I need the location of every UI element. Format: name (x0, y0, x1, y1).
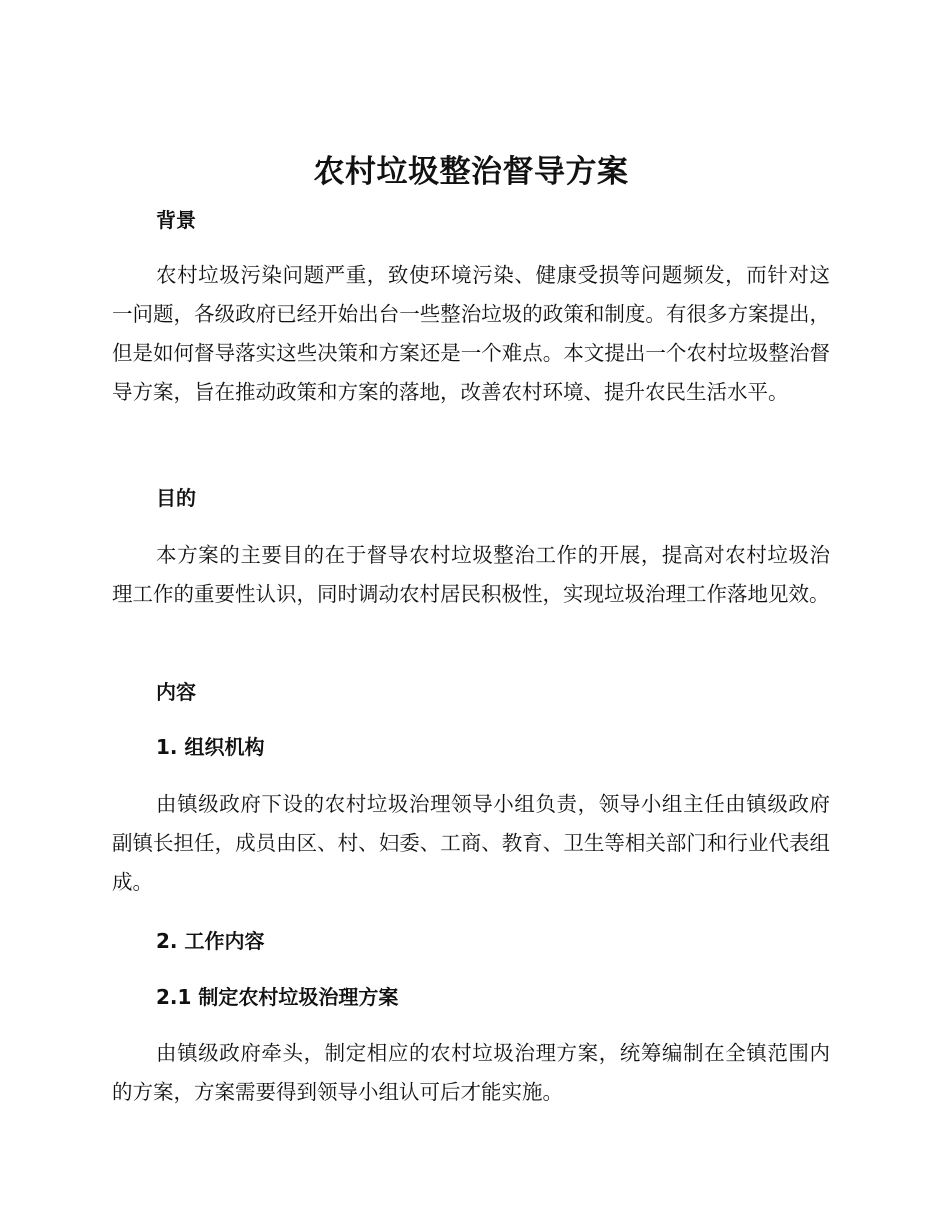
section-heading-plan: 2.1 制定农村垃圾治理方案 (156, 985, 399, 1009)
section-heading-purpose: 目的 (156, 486, 196, 510)
paragraph-purpose: 本方案的主要目的在于督导农村垃圾整治工作的开展，提高对农村垃圾治理工作的重要性认识，同时调动农村居民积极性，实现垃圾治理工作落地见效。 (112, 543, 830, 606)
paragraph-plan: 由镇级政府牵头，制定相应的农村垃圾治理方案，统筹编制在全镇范围内的方案，方案需要得到领导小组认可后才能实施。 (112, 1041, 830, 1104)
paragraph-organization: 由镇级政府下设的农村垃圾治理领导小组负责，领导小组主任由镇级政府副镇长担任，成员由区、村、妇委、工商、教育、卫生等相关部门和行业代表组成。 (112, 792, 830, 894)
section-heading-work-content: 2. 工作内容 (156, 929, 265, 953)
paragraph-background: 农村垃圾污染问题严重，致使环境污染、健康受损等问题频发，而针对这一问题，各级政府已经开始出台一些整治垃圾的政策和制度。有很多方案提出，但是如何督导落实这些决策和方案还是一个难点。本文提出一个农村垃圾整治督导方案，旨在推动政策和方案的落地，改善农村环境、提升农民生活水平。 (112, 263, 830, 404)
document-title: 农村垃圾整治督导方案 (313, 154, 629, 190)
section-heading-organization: 1. 组织机构 (156, 735, 265, 759)
section-heading-background: 背景 (156, 208, 196, 232)
section-heading-content: 内容 (156, 680, 196, 704)
